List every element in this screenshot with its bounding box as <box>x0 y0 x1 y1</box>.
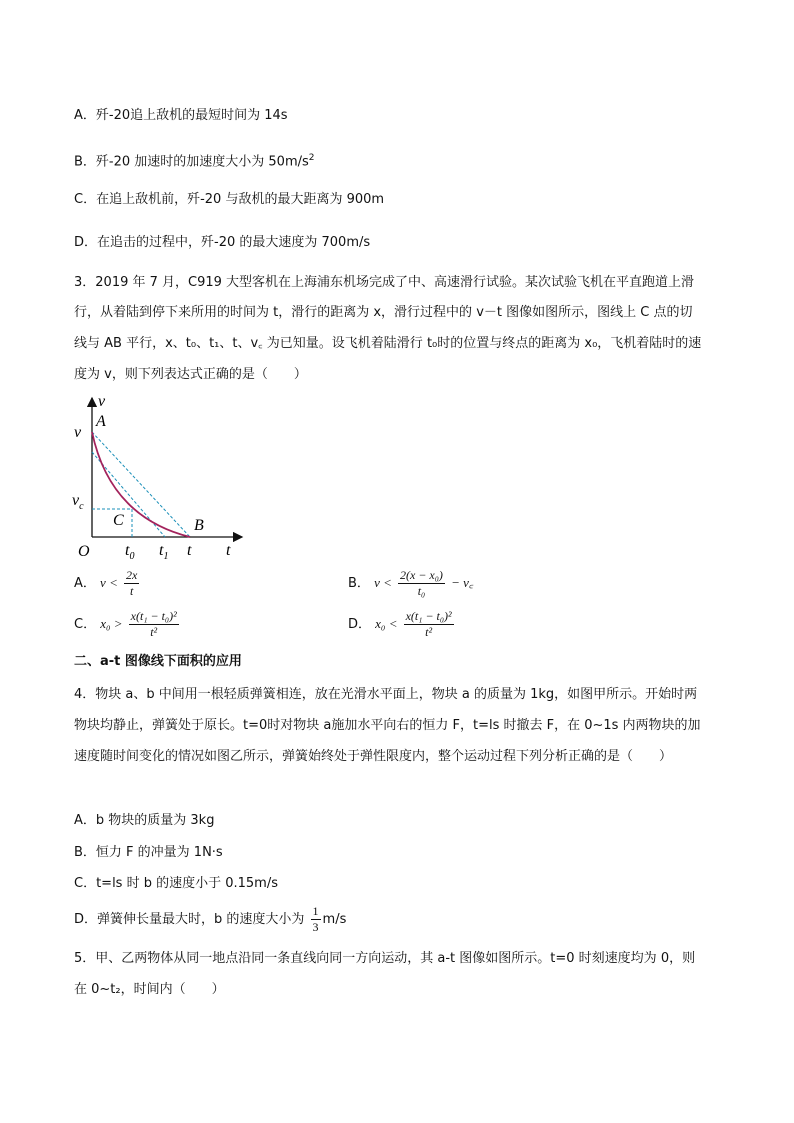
q3-option-c-den: t² <box>150 625 158 639</box>
label-tick-t0: $t_0$ <box>125 542 135 562</box>
q3-option-b-den: t₀ <box>417 584 426 598</box>
label-tick-v: v <box>74 424 82 441</box>
q3-option-b <box>348 566 473 601</box>
q2-option-a: A．歼-20追上敌机的最短时间为 14s <box>74 108 288 123</box>
q3-option-c-label: C． <box>74 617 97 632</box>
q3-option-b-num: 2(x − x₀) <box>400 568 443 582</box>
q3-option-d-den: t² <box>425 625 433 639</box>
label-B: B <box>194 517 204 534</box>
q4-option-b: B．恒力 F 的冲量为 1N·s <box>74 845 223 860</box>
q3-option-b-frac <box>398 568 445 599</box>
label-axis-t: t <box>226 542 231 559</box>
label-tick-vc: $v_c$ <box>72 492 84 512</box>
q3-stem-line3: 线与 AB 平行，x、t₀、t₁、t、v꜀ 为已知量。设飞机着陆滑行 t₀时的位置与终点的距离为 x₀，飞机着陆时的速 <box>74 336 702 351</box>
q3-stem-line1: 3．2019 年 7 月，C919 大型客机在上海浦东机场完成了中、高速滑行试验。某次试验飞机在平直跑道上滑 <box>74 275 695 290</box>
q3-stem-line4: 度为 v，则下列表达式正确的是（ ） <box>74 367 307 382</box>
q2-option-b-text: B．歼-20 加速时的加速度大小为 50m/s <box>74 154 309 170</box>
q4-option-d-den: 3 <box>312 920 319 934</box>
q3-option-c-lhs: x₀ > <box>100 616 123 631</box>
q3-vt-graph <box>70 392 250 562</box>
q5-stem-line1: 5．甲、乙两物体从同一地点沿同一条直线向同一方向运动，其 a-t 图像如图所示。t=0 时刻速度均为 0，则 <box>74 951 696 966</box>
q3-option-c-num: x(t₁ − t₀)² <box>130 609 177 623</box>
q4-option-d-text: D．弹簧伸长量最大时，b 的速度大小为 <box>74 912 305 927</box>
label-tick-t: t <box>187 542 192 559</box>
q4-option-d-unit: m/s <box>322 912 347 927</box>
q3-option-d <box>348 607 456 642</box>
q3-option-d-num: x(t₁ − t₀)² <box>405 609 452 623</box>
q5-stem-line2: 在 0~t₂，时间内（ ） <box>74 982 225 997</box>
q3-stem-line2: 行，从着陆到停下来所用的时间为 t，滑行的距离为 x，滑行过程中的 v－t 图像如图所示，图线上 C 点的切 <box>74 305 693 320</box>
q4-option-d-frac <box>311 904 321 935</box>
q3-option-a-label: A． <box>74 576 96 591</box>
q2-option-b <box>74 148 315 172</box>
q2-option-c: C．在追上敌机前，歼-20 与敌机的最大距离为 900m <box>74 192 385 207</box>
q3-option-a-frac <box>124 568 139 599</box>
q3-option-a-num: 2x <box>125 568 138 582</box>
q3-option-d-label: D． <box>348 617 372 632</box>
q3-option-d-frac <box>404 609 454 640</box>
q4-option-d-num: 1 <box>312 904 319 918</box>
q3-option-a-lhs: v < <box>100 575 118 590</box>
label-origin: O <box>78 543 90 560</box>
q3-option-c <box>74 607 181 642</box>
q4-option-c: C．t=ls 时 b 的速度小于 0.15m/s <box>74 876 278 891</box>
q4-option-d <box>74 900 346 940</box>
label-axis-v: v <box>98 393 106 410</box>
q4-stem-line3: 速度随时间变化的情况如图乙所示，弹簧始终处于弹性限度内，整个运动过程下列分析正确的是（ ） <box>74 749 673 764</box>
q3-option-a-den: t <box>129 584 134 598</box>
q4-stem-line2: 物块均静止，弹簧处于原长。t=0时对物块 a施加水平向右的恒力 F，t=ls 时撤去 F，在 0~1s 内两物块的加 <box>74 718 701 733</box>
q3-option-a <box>74 566 141 601</box>
q3-option-b-label: B． <box>348 576 370 591</box>
label-C: C <box>113 512 124 529</box>
q3-option-b-tail: − v꜀ <box>451 575 474 590</box>
section-title: 二、a-t 图像线下面积的应用 <box>74 654 242 669</box>
q3-option-d-lhs: x₀ < <box>375 616 398 631</box>
q2-option-d: D．在追击的过程中，歼-20 的最大速度为 700m/s <box>74 235 371 250</box>
q3-option-c-frac <box>129 609 179 640</box>
q3-option-b-lhs: v < <box>374 575 392 590</box>
q2-option-b-exp: 2 <box>308 153 315 163</box>
q4-stem-line1: 4．物块 a、b 中间用一根轻质弹簧相连，放在光滑水平面上，物块 a 的质量为 1kg，如图甲所示。开始时两 <box>74 687 698 702</box>
q4-option-a: A．b 物块的质量为 3kg <box>74 813 215 828</box>
chord-AB <box>92 432 190 537</box>
label-A: A <box>96 413 106 430</box>
label-tick-t1: $t_1$ <box>159 542 169 562</box>
